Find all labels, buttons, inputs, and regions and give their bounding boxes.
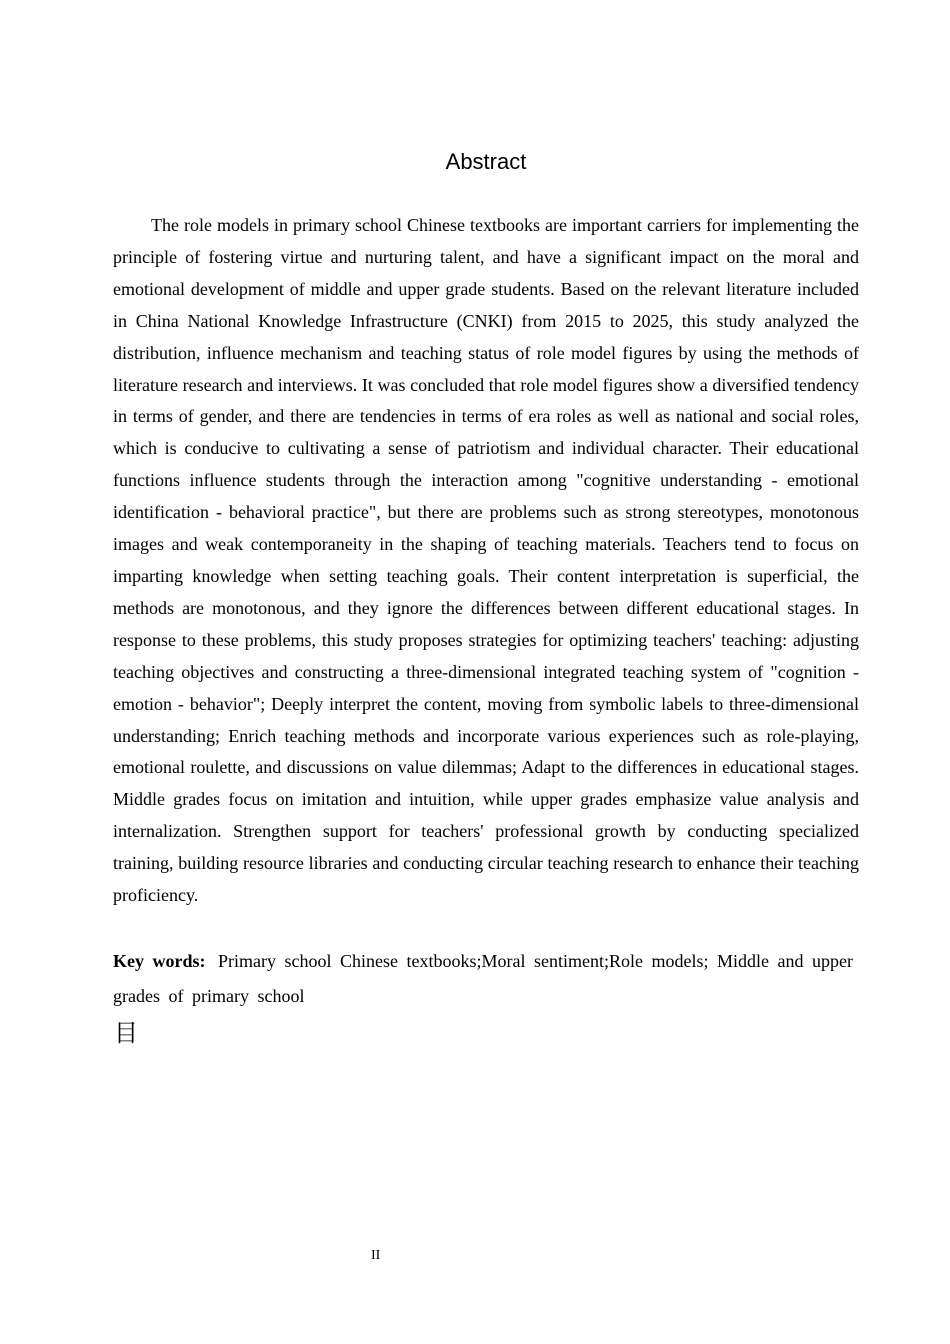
- keywords-label: Key words:: [113, 951, 206, 971]
- abstract-title: Abstract: [445, 149, 527, 174]
- keywords-paragraph: [113, 944, 853, 1014]
- page-number: II: [371, 1248, 381, 1263]
- keywords-text: Primary school Chinese textbooks;Moral sentiment;Role models; Middle and upper grades of primary school: [113, 951, 853, 1006]
- table-of-contents-heading: 目: [114, 1019, 138, 1047]
- abstract-body: The role models in primary school Chinese textbooks are important carriers for implementing the principle of fostering virtue and nurturing talent, and have a significant impact on the moral and emotional development of middle and upper grade students. Based on the relevant literature included in China National Knowledge Infrastructure (CNKI) from 2015 to 2025, this study analyzed the distribution, influence mechanism and teaching status of role model figures by using the methods of literature research and interviews. It was concluded that role model figures show a diversified tendency in terms of gender, and there are tendencies in terms of era roles as well as national and social roles, which is conducive to cultivating a sense of patriotism and individual character. Their educational functions influence students through the interaction among "cognitive understanding - emotional identification - behavioral practice", but there are problems such as strong stereotypes, monotonous images and weak contemporaneity in the shaping of teaching materials. Teachers tend to focus on imparting knowledge when setting teaching goals. Their content interpretation is superficial, the methods are monotonous, and they ignore the differences between different educational stages. In response to these problems, this study proposes strategies for optimizing teachers' teaching: adjusting teaching objectives and constructing a three-dimensional integrated teaching system of "cognition - emotion - behavior"; Deeply interpret the content, moving from symbolic labels to three-dimensional understanding; Enrich teaching methods and incorporate various experiences such as role-playing, emotional roulette, and discussions on value dilemmas; Adapt to the differences in educational stages. Middle grades focus on imitation and intuition, while upper grades emphasize value analysis and internalization. Strengthen support for teachers' professional growth by conducting specialized training, building resource libraries and conducting circular teaching research to enhance their teaching proficiency.: [113, 215, 859, 906]
